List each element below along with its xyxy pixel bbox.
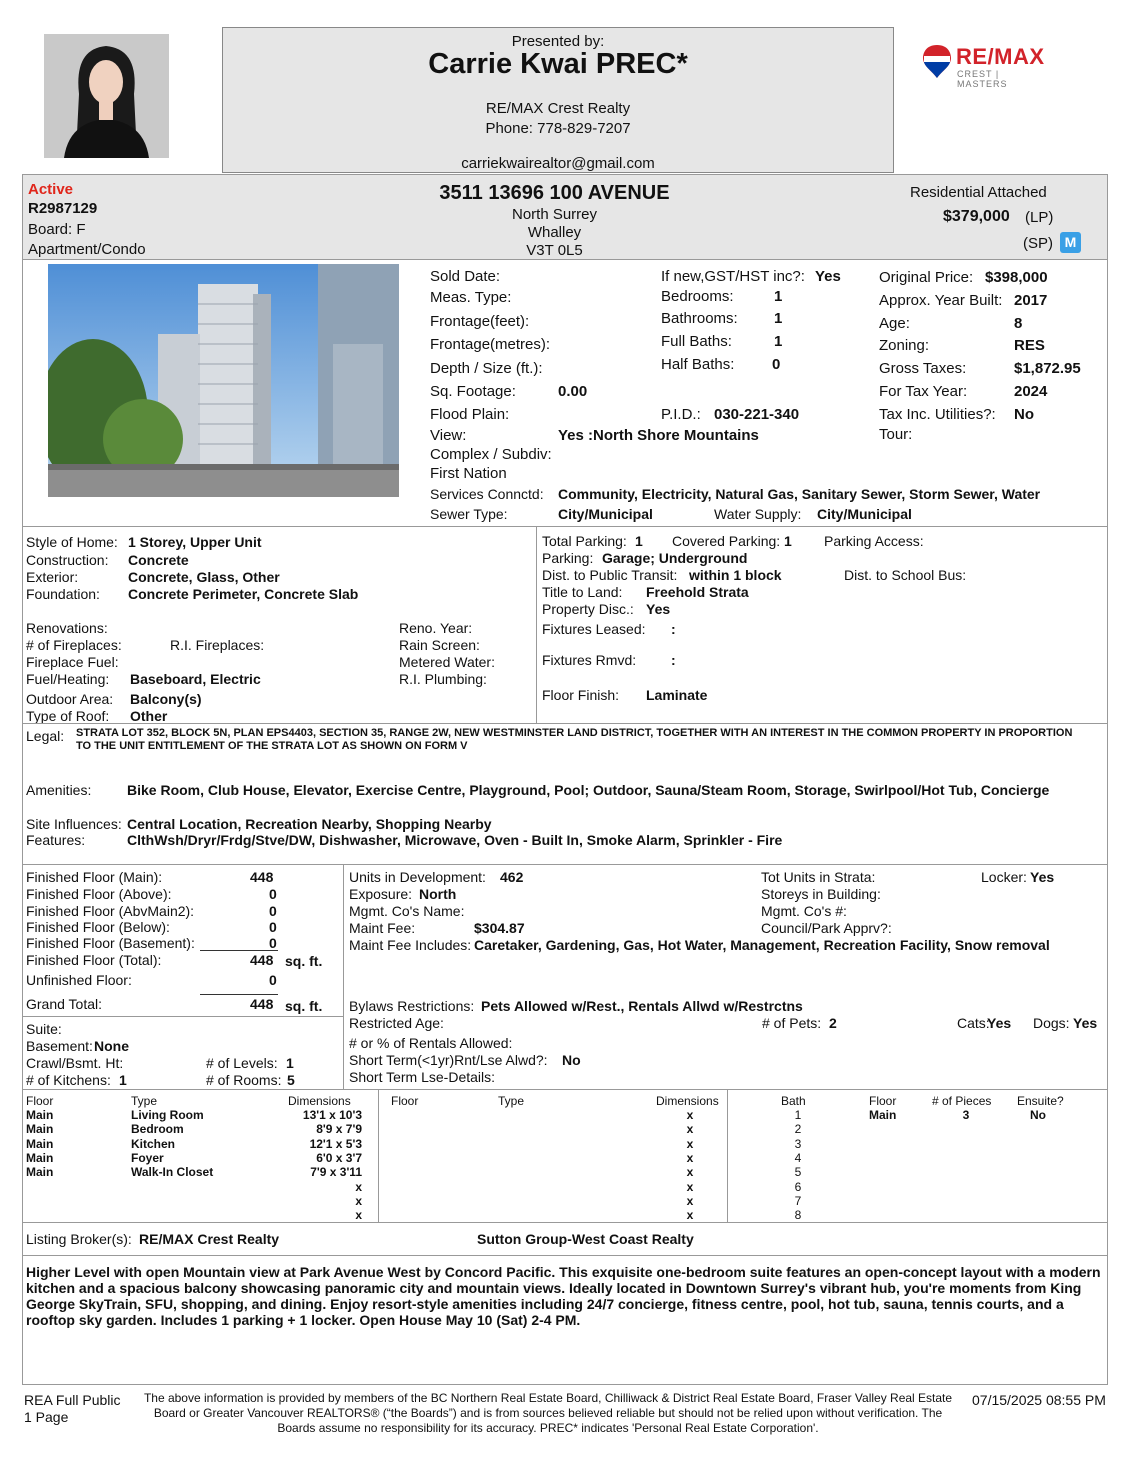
room-dimensions: 12'1 x 5'3 — [309, 1136, 362, 1151]
full-baths-value: 1 — [774, 333, 783, 350]
rooms-floor-header-2: Floor — [391, 1094, 419, 1108]
rooms-dim-header-2: Dimensions — [656, 1094, 719, 1108]
agent-email[interactable]: carriekwairealtor@gmail.com — [461, 155, 655, 172]
amenities-label: Amenities: — [26, 782, 92, 798]
room-dimensions-2: x — [686, 1108, 694, 1122]
room-dimensions: 6'0 x 3'7 — [316, 1150, 362, 1165]
bylaws-value: Pets Allowed w/Rest., Rentals Allwd w/Restrctns — [481, 998, 803, 1014]
list-price: $379,000 — [943, 208, 1010, 225]
short-term-value: No — [562, 1052, 581, 1068]
parking-value: Garage; Underground — [602, 550, 748, 566]
room-dimensions-2: x — [686, 1165, 694, 1180]
room-dimensions-2: x — [686, 1208, 694, 1223]
divider — [200, 994, 278, 995]
locker-value: Yes — [1030, 869, 1055, 885]
heating-value: Baseboard, Electric — [130, 671, 261, 687]
mgmt-number-label: Mgmt. Co's #: — [761, 903, 847, 919]
features-label: Features: — [26, 832, 86, 848]
levels-label: # of Levels: — [206, 1055, 278, 1071]
property-photo — [48, 264, 399, 497]
print-datetime: 07/15/2025 08:55 PM — [972, 1392, 1106, 1408]
divider — [727, 1089, 728, 1223]
year-built-value: 2017 — [1014, 292, 1048, 309]
tour-label: Tour: — [879, 426, 913, 443]
floor-total-label: Finished Floor (Total): — [26, 952, 162, 968]
fireplaces-label: # of Fireplaces: — [26, 637, 122, 653]
exterior-value: Concrete, Glass, Other — [128, 569, 280, 585]
room-dimensions-2: x — [686, 1179, 694, 1194]
site-influences-label: Site Influences: — [26, 816, 122, 832]
gst-value: Yes — [815, 268, 841, 285]
fee-includes-label: Maint Fee Includes: — [349, 937, 472, 953]
floor-main-label: Finished Floor (Main): — [26, 869, 163, 885]
mgmt-name-label: Mgmt. Co's Name: — [349, 903, 465, 919]
balloon-icon — [922, 44, 952, 80]
bathrooms-value: 1 — [774, 310, 783, 327]
lp-label: (LP) — [1025, 209, 1054, 226]
tax-year-value: 2024 — [1014, 383, 1048, 400]
original-price-value: $398,000 — [985, 269, 1048, 286]
room-dimensions-2: x — [686, 1193, 694, 1208]
rentals-label: # or % of Rentals Allowed: — [349, 1035, 513, 1051]
age-label: Age: — [879, 315, 910, 332]
dogs-label: Dogs: — [1033, 1015, 1070, 1031]
bath-floor-header: Floor — [869, 1094, 897, 1108]
tax-year-label: For Tax Year: — [879, 383, 968, 400]
status-badge: Active — [28, 181, 74, 198]
floor-above-label: Finished Floor (Above): — [26, 886, 172, 902]
subarea: Whalley — [527, 224, 582, 241]
legal-value: STRATA LOT 352, BLOCK 5N, PLAN EPS4403, SECTION 35, RANGE 2W, NEW WESTMINSTER LAND DISTRICT, TOGETHER WITH AN INTEREST IN THE COMMON PROPERTY IN PROPORTION TO THE UNIT ENTITLEMENT OF THE STRATA LOT AS SHOWN ON FORM V — [76, 727, 1073, 752]
bylaws-label: Bylaws Restrictions: — [349, 998, 475, 1014]
council-label: Council/Park Apprv?: — [761, 920, 892, 936]
floor-below-label: Finished Floor (Below): — [26, 919, 170, 935]
room-dimensions: x — [355, 1193, 362, 1208]
room-dimensions-2: x — [686, 1150, 694, 1165]
depth-label: Depth / Size (ft.): — [430, 360, 543, 377]
outdoor-label: Outdoor Area: — [26, 691, 114, 707]
room-type: Living Room — [131, 1108, 204, 1122]
presented-by: Presented by: — [511, 33, 605, 50]
fee-includes-value: Caretaker, Gardening, Gas, Hot Water, Management, Recreation Facility, Snow removal — [474, 937, 1050, 953]
agent-name: Carrie Kwai PREC* — [428, 48, 688, 80]
floor-main-value: 448 — [250, 869, 274, 885]
amenities-value: Bike Room, Club House, Elevator, Exercise Centre, Playground, Pool; Outdoor, Sauna/Steam Room, Storage, Swirlpool/Hot Tub, Concierge — [127, 782, 1050, 798]
transit-label: Dist. to Public Transit: — [542, 567, 678, 583]
fixtures-leased-value: : — [671, 621, 676, 637]
floor-abv2-label: Finished Floor (AbvMain2): — [26, 903, 195, 919]
sqft-value: 0.00 — [558, 383, 588, 400]
pid-label: P.I.D.: — [661, 406, 701, 423]
original-price-label: Original Price: — [879, 269, 974, 286]
rooms-dim-header: Dimensions — [288, 1094, 351, 1108]
view-label: View: — [430, 427, 467, 444]
dogs-value: Yes — [1073, 1015, 1098, 1031]
units-label: Units in Development: — [349, 869, 486, 885]
bathrooms-label: Bathrooms: — [661, 310, 738, 327]
room-floor: Main — [26, 1136, 54, 1151]
m-badge: M — [1060, 232, 1081, 253]
room-floor: Main — [26, 1150, 54, 1165]
mls-number: R2987129 — [28, 200, 98, 217]
bath-number: 1 — [794, 1108, 802, 1122]
total-parking-label: Total Parking: — [542, 533, 627, 549]
maint-fee-value: $304.87 — [474, 920, 525, 936]
property-type: Apartment/Condo — [28, 241, 146, 258]
crawl-label: Crawl/Bsmt. Ht: — [26, 1055, 124, 1071]
cats-label: Cats: — [957, 1015, 990, 1031]
unfinished-label: Unfinished Floor: — [26, 972, 132, 988]
grand-total-unit: sq. ft. — [285, 998, 323, 1014]
kitchens-label: # of Kitchens: — [26, 1072, 111, 1088]
age-value: 8 — [1014, 315, 1023, 332]
view-value: Yes :North Shore Mountains — [558, 427, 759, 444]
zoning-label: Zoning: — [879, 337, 930, 354]
rooms-type-header-2: Type — [498, 1094, 525, 1108]
room-dimensions-2: x — [686, 1122, 694, 1137]
sewer-value: City/Municipal — [558, 506, 653, 522]
school-bus-label: Dist. to School Bus: — [844, 567, 967, 583]
grand-total-label: Grand Total: — [26, 996, 103, 1012]
services-value: Community, Electricity, Natural Gas, Sanitary Sewer, Storm Sewer, Water — [558, 486, 1041, 502]
gross-taxes-value: $1,872.95 — [1014, 360, 1081, 377]
divider — [200, 950, 278, 951]
gst-label: If new,GST/HST inc?: — [661, 268, 805, 285]
bedrooms-value: 1 — [774, 288, 783, 305]
fixtures-removed-value: : — [671, 652, 676, 668]
disclosure-label: Property Disc.: — [542, 601, 634, 617]
room-dimensions: x — [355, 1179, 362, 1194]
short-term-label: Short Term(<1yr)Rnt/Lse Alwd?: — [349, 1052, 548, 1068]
half-baths-value: 0 — [772, 356, 781, 373]
kitchens-value: 1 — [119, 1072, 127, 1088]
bath-number: 6 — [794, 1179, 802, 1194]
bath-ensuite-header: Ensuite? — [1017, 1094, 1064, 1108]
reno-year-label: Reno. Year: — [399, 620, 473, 636]
renovations-label: Renovations: — [26, 620, 108, 636]
floor-below-value: 0 — [269, 919, 277, 935]
board: Board: F — [28, 221, 86, 238]
area: North Surrey — [511, 206, 598, 223]
tax-inc-value: No — [1014, 406, 1034, 423]
bath-pieces-header: # of Pieces — [932, 1094, 992, 1108]
room-type: Walk-In Closet — [131, 1165, 214, 1180]
foundation-value: Concrete Perimeter, Concrete Slab — [128, 586, 359, 602]
exposure-value: North — [419, 886, 457, 902]
style-value: 1 Storey, Upper Unit — [128, 534, 262, 550]
frontage-m-label: Frontage(metres): — [430, 336, 551, 353]
heating-label: Fuel/Heating: — [26, 671, 110, 687]
features-value: ClthWsh/Dryr/Frdg/Stve/DW, Dishwasher, Microwave, Oven - Built In, Smoke Alarm, Sprinkler - Fire — [127, 832, 783, 848]
rooms-type-header: Type — [131, 1094, 158, 1108]
room-dimensions: 7'9 x 3'11 — [310, 1165, 362, 1180]
fireplace-fuel-label: Fireplace Fuel: — [26, 654, 119, 670]
floor-above-value: 0 — [269, 886, 277, 902]
gross-taxes-label: Gross Taxes: — [879, 360, 967, 377]
frontage-ft-label: Frontage(feet): — [430, 313, 530, 330]
agent-photo — [44, 34, 169, 158]
maint-fee-label: Maint Fee: — [349, 920, 416, 936]
meas-type-label: Meas. Type: — [430, 289, 512, 306]
pets-value: 2 — [829, 1015, 837, 1031]
foundation-label: Foundation: — [26, 586, 100, 602]
suite-label: Suite: — [26, 1021, 62, 1037]
restricted-age-label: Restricted Age: — [349, 1015, 444, 1031]
room-type: Foyer — [131, 1150, 164, 1165]
site-influences-value: Central Location, Recreation Nearby, Shopping Nearby — [127, 816, 492, 832]
complex-label: Complex / Subdiv: — [430, 446, 552, 463]
outdoor-value: Balcony(s) — [130, 691, 202, 707]
construction-value: Concrete — [128, 552, 189, 568]
bath-number: 3 — [794, 1136, 802, 1151]
sold-date-label: Sold Date: — [430, 268, 501, 285]
parking-label: Parking: — [542, 550, 594, 566]
bath-number: 2 — [794, 1122, 802, 1137]
category: Residential Attached — [910, 184, 1047, 201]
rooms-label: # of Rooms: — [206, 1072, 282, 1088]
rain-screen-label: Rain Screen: — [399, 637, 480, 653]
listing-header — [22, 174, 1108, 260]
first-nation-label: First Nation — [430, 465, 507, 482]
construction-label: Construction: — [26, 552, 109, 568]
title-value: Freehold Strata — [646, 584, 749, 600]
services-label: Services Connctd: — [430, 486, 544, 502]
bath-floor: Main — [869, 1108, 897, 1122]
basement-value: None — [94, 1038, 129, 1054]
water-label: Water Supply: — [714, 506, 802, 522]
room-dimensions: 8'9 x 7'9 — [316, 1122, 362, 1137]
bath-number: 7 — [794, 1193, 802, 1208]
transit-value: within 1 block — [689, 567, 782, 583]
brokers-label: Listing Broker(s): — [26, 1231, 132, 1247]
style-label: Style of Home: — [26, 534, 118, 550]
room-dimensions: x — [355, 1208, 362, 1223]
agent-phone: Phone: 778-829-7207 — [485, 120, 631, 137]
postal-code: V3T 0L5 — [526, 242, 583, 259]
public-remarks: Higher Level with open Mountain view at Park Avenue West by Concord Pacific. This exquisite one-bedroom suite features an open-concept layout with a modern kitchen and a spacious balcony showcasing panoramic city and mountain views. Ideally located in Downtown Surrey's vibrant hub, you're moments from King George SkyTrain, SFU, shopping, and dining. Enjoy resort-style amenities including 24/7 concierge, fitness centre, pool, hot tub, sauna, tennis courts, and a rooftop sky garden. Includes 1 parking + 1 locker. Open House May 10 (Sat) 2-4 PM. — [26, 1264, 1101, 1328]
fixtures-removed-label: Fixtures Rmvd: — [542, 652, 637, 668]
half-baths-label: Half Baths: — [661, 356, 735, 373]
disclaimer: The above information is provided by members of the BC Northern Real Estate Board, Chilliwack & District Real Estate Board, Fraser Valley Real Estate Board or Greater Vancouver REALTORS® (“the Boards”) and is from sources believed reliable but should not be relied upon without verification. The Boards assume no responsibility for its accuracy. PREC* indicates 'Personal Real Estate Corporation'. — [143, 1391, 953, 1435]
floor-finish-value: Laminate — [646, 687, 708, 703]
sqft-label: Sq. Footage: — [430, 383, 516, 400]
full-baths-label: Full Baths: — [661, 333, 732, 350]
exterior-label: Exterior: — [26, 569, 79, 585]
cats-value: Yes — [987, 1015, 1012, 1031]
sewer-label: Sewer Type: — [430, 506, 508, 522]
bath-number: 5 — [794, 1165, 802, 1180]
sp-label: (SP) — [1023, 235, 1053, 252]
storeys-label: Storeys in Building: — [761, 886, 881, 902]
covered-parking-label: Covered Parking: — [672, 533, 781, 549]
ri-fireplaces-label: R.I. Fireplaces: — [170, 637, 265, 653]
zoning-value: RES — [1014, 337, 1045, 354]
roof-label: Type of Roof: — [26, 708, 110, 724]
floor-total-value: 448 — [250, 952, 274, 968]
metered-water-label: Metered Water: — [399, 654, 495, 670]
floor-finish-label: Floor Finish: — [542, 687, 620, 703]
floor-basement-label: Finished Floor (Basement): — [26, 935, 195, 951]
legal-label: Legal: — [26, 728, 65, 744]
grand-total-value: 448 — [250, 996, 274, 1012]
room-floor: Main — [26, 1165, 54, 1180]
rooms-floor-header: Floor — [26, 1094, 54, 1108]
covered-parking-value: 1 — [784, 533, 792, 549]
pid-value: 030-221-340 — [714, 406, 800, 423]
parking-access-label: Parking Access: — [824, 533, 924, 549]
roof-value: Other — [130, 708, 168, 724]
bedrooms-label: Bedrooms: — [661, 288, 734, 305]
bath-header: Bath — [781, 1094, 806, 1108]
tax-inc-label: Tax Inc. Utilities?: — [879, 406, 996, 423]
basement-label: Basement: — [26, 1038, 93, 1054]
locker-label: Locker: — [981, 869, 1027, 885]
floor-total-unit: sq. ft. — [285, 953, 323, 969]
units-value: 462 — [500, 869, 524, 885]
room-type: Bedroom — [131, 1122, 184, 1137]
remax-logo: RE/MAX CREST | MASTERS — [922, 44, 1052, 84]
divider — [378, 1089, 379, 1223]
address: 3511 13696 100 AVENUE — [439, 182, 670, 204]
levels-value: 1 — [286, 1055, 294, 1071]
rooms-value: 5 — [287, 1072, 295, 1088]
agent-brokerage: RE/MAX Crest Realty — [485, 100, 631, 117]
flood-plain-label: Flood Plain: — [430, 406, 510, 423]
floor-basement-value: 0 — [269, 935, 277, 951]
bath-number: 8 — [794, 1208, 802, 1223]
fixtures-leased-label: Fixtures Leased: — [542, 621, 646, 637]
room-floor: Main — [26, 1122, 54, 1137]
page-count: 1 Page — [24, 1409, 69, 1425]
ri-plumbing-label: R.I. Plumbing: — [399, 671, 487, 687]
disclosure-value: Yes — [646, 601, 671, 617]
room-dimensions-2: x — [686, 1136, 694, 1151]
bath-pieces: 3 — [962, 1108, 970, 1122]
report-name: REA Full Public — [24, 1392, 121, 1408]
agent-header-box — [222, 27, 894, 173]
floor-abv2-value: 0 — [269, 903, 277, 919]
room-dimensions: 13'1 x 10'3 — [302, 1108, 362, 1122]
tot-units-label: Tot Units in Strata: — [761, 869, 876, 885]
pets-label: # of Pets: — [762, 1015, 822, 1031]
broker-1: RE/MAX Crest Realty — [139, 1231, 280, 1247]
room-floor: Main — [26, 1108, 54, 1122]
exposure-label: Exposure: — [349, 886, 413, 902]
bath-number: 4 — [794, 1150, 802, 1165]
broker-2: Sutton Group-West Coast Realty — [477, 1231, 694, 1247]
room-type: Kitchen — [131, 1136, 176, 1151]
year-built-label: Approx. Year Built: — [879, 292, 1003, 309]
unfinished-value: 0 — [269, 972, 277, 988]
water-value: City/Municipal — [817, 506, 912, 522]
short-term-details-label: Short Term Lse-Details: — [349, 1069, 496, 1085]
total-parking-value: 1 — [635, 533, 643, 549]
bath-ensuite: No — [1030, 1108, 1046, 1122]
title-label: Title to Land: — [542, 584, 623, 600]
